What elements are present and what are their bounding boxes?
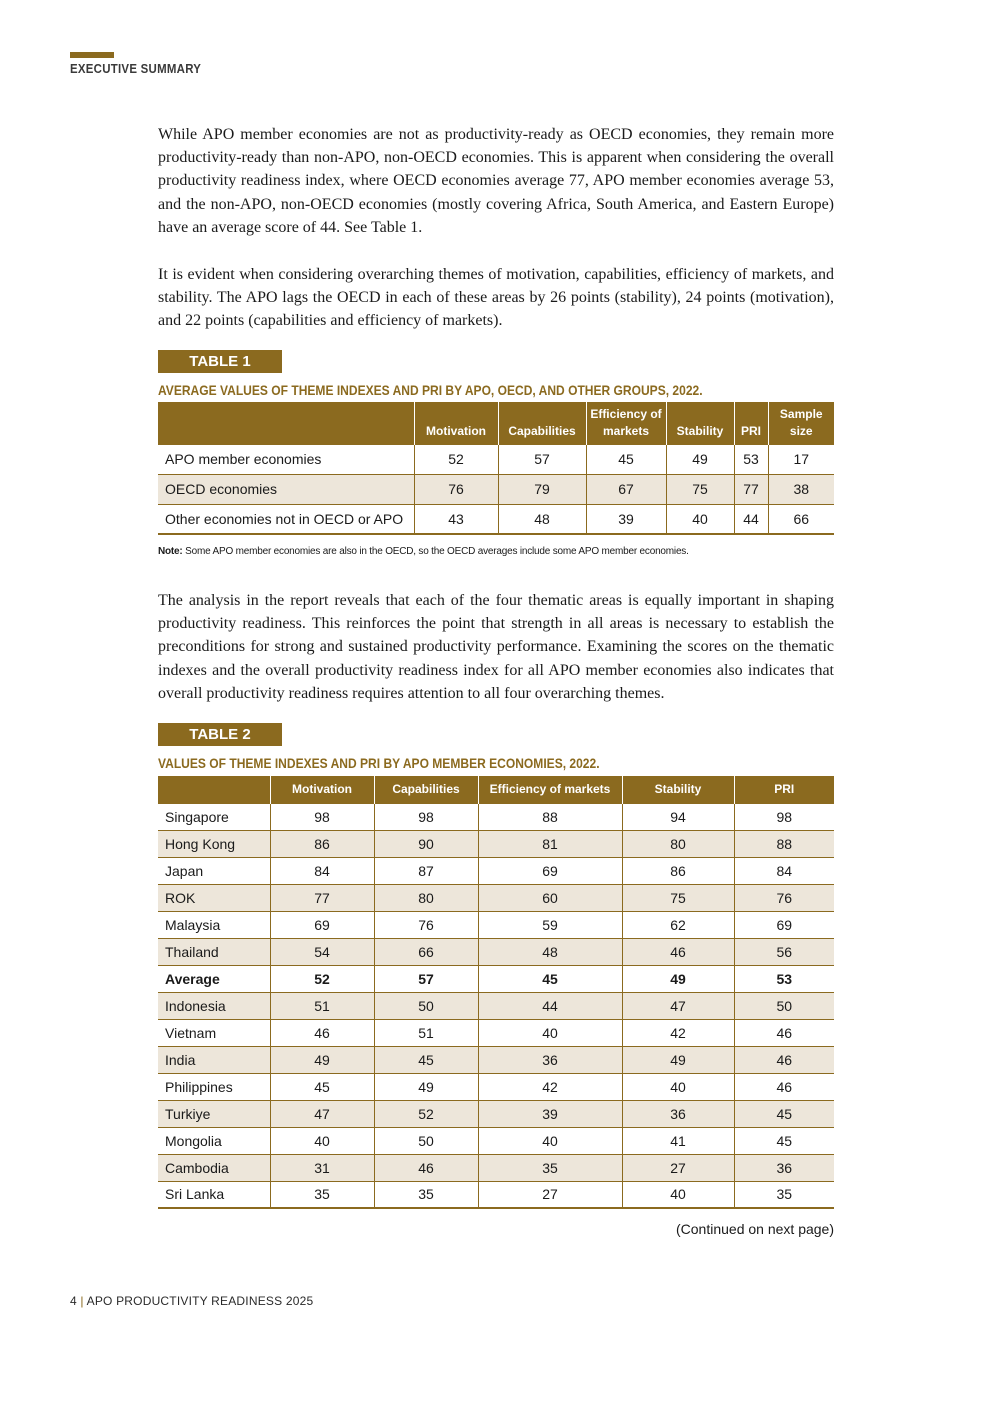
table-1-header-cell <box>158 402 414 444</box>
table-cell: 51 <box>270 992 374 1019</box>
table-row <box>158 830 834 857</box>
table-cell: 46 <box>734 1019 834 1046</box>
note-label: Note: <box>158 546 183 557</box>
footer-separator: | <box>80 1294 84 1308</box>
table-cell: 49 <box>622 1046 734 1073</box>
table-2-header-cell <box>158 776 270 803</box>
table-cell: 45 <box>270 1073 374 1100</box>
table-2-header-cell: Efficiency of markets <box>478 776 622 803</box>
section-label: EXECUTIVE SUMMARY <box>70 61 202 76</box>
table-cell: 50 <box>374 992 478 1019</box>
table-2-header-row <box>158 776 834 803</box>
table-cell: 88 <box>734 830 834 857</box>
table-cell: 56 <box>734 938 834 965</box>
table-cell: Indonesia <box>158 992 270 1019</box>
table-cell: 66 <box>768 504 834 534</box>
continued-note: (Continued on next page) <box>676 1221 834 1237</box>
table-1-header-cell: Capabilities <box>498 402 586 444</box>
table-cell: 79 <box>498 474 586 504</box>
table-cell: 88 <box>478 803 622 830</box>
table-cell: 66 <box>374 938 478 965</box>
table-cell: 84 <box>270 857 374 884</box>
table-cell: Other economies not in OECD or APO <box>158 504 414 534</box>
table-cell: 44 <box>478 992 622 1019</box>
paragraph-2: It is evident when considering overarching themes of motivation, capabilities, efficiency of markets, and stability. The APO lags the OECD in each of these areas by 26 points (stability), 24 points (motivation), and 22 points (capabilities and efficiency of markets). <box>158 266 834 330</box>
table-cell: 90 <box>374 830 478 857</box>
table-row <box>158 884 834 911</box>
table-cell: 50 <box>734 992 834 1019</box>
table-1-header-cell: Efficiency of markets <box>586 402 666 444</box>
table-cell: 35 <box>734 1181 834 1208</box>
table-cell: 57 <box>374 965 478 992</box>
table-cell: 50 <box>374 1127 478 1154</box>
table-cell: Sri Lanka <box>158 1181 270 1208</box>
table-cell: 69 <box>478 857 622 884</box>
table-cell: 59 <box>478 911 622 938</box>
table-cell: 45 <box>374 1046 478 1073</box>
table-cell: 49 <box>622 965 734 992</box>
table-cell: 49 <box>374 1073 478 1100</box>
table-cell: 45 <box>734 1100 834 1127</box>
table-2-header-cell: Motivation <box>270 776 374 803</box>
table-cell: 46 <box>374 1154 478 1181</box>
table-cell: 41 <box>622 1127 734 1154</box>
table-cell: 77 <box>734 474 768 504</box>
table-cell: 48 <box>478 938 622 965</box>
table-cell: 40 <box>622 1073 734 1100</box>
table-cell: 94 <box>622 803 734 830</box>
table-cell: Average <box>158 965 270 992</box>
table-cell: 42 <box>622 1019 734 1046</box>
table-row <box>158 1181 834 1208</box>
table-cell: 40 <box>666 504 734 534</box>
table-cell: APO member economies <box>158 444 414 474</box>
table-row <box>158 857 834 884</box>
page-footer <box>70 1294 313 1308</box>
table-cell: 57 <box>498 444 586 474</box>
publication-title: APO PRODUCTIVITY READINESS 2025 <box>86 1294 314 1308</box>
table-cell: 67 <box>586 474 666 504</box>
table-row <box>158 1127 834 1154</box>
table-cell: 69 <box>734 911 834 938</box>
table-cell: 49 <box>666 444 734 474</box>
table-row <box>158 504 834 534</box>
note-text: Some APO member economies are also in the OECD, so the OECD averages include some APO member economies. <box>185 546 689 557</box>
table-row <box>158 1019 834 1046</box>
table-cell: 46 <box>270 1019 374 1046</box>
table-1-note <box>158 546 689 557</box>
table-1-header-cell: Sample size <box>768 402 834 444</box>
table-row-average <box>158 965 834 992</box>
table-cell: 45 <box>586 444 666 474</box>
table-row <box>158 1100 834 1127</box>
table-cell: 45 <box>478 965 622 992</box>
table-cell: 27 <box>622 1154 734 1181</box>
table-cell: 53 <box>734 444 768 474</box>
table-cell: 45 <box>734 1127 834 1154</box>
table-cell: 40 <box>478 1019 622 1046</box>
table-1 <box>158 402 834 535</box>
table-cell: 52 <box>374 1100 478 1127</box>
table-cell: 76 <box>734 884 834 911</box>
table-cell: 36 <box>622 1100 734 1127</box>
table-cell: Cambodia <box>158 1154 270 1181</box>
table-cell: 40 <box>270 1127 374 1154</box>
table-cell: 86 <box>270 830 374 857</box>
table-cell: 76 <box>374 911 478 938</box>
table-1-tag: TABLE 1 <box>158 350 282 373</box>
table-cell: 98 <box>734 803 834 830</box>
table-2-title: VALUES OF THEME INDEXES AND PRI BY APO MEMBER ECONOMIES, 2022. <box>158 755 600 771</box>
table-cell: 46 <box>622 938 734 965</box>
table-cell: Philippines <box>158 1073 270 1100</box>
table-row <box>158 992 834 1019</box>
table-cell: 36 <box>478 1046 622 1073</box>
table-1-header-cell: PRI <box>734 402 768 444</box>
table-cell: 39 <box>478 1100 622 1127</box>
table-cell: Japan <box>158 857 270 884</box>
table-cell: 31 <box>270 1154 374 1181</box>
table-row <box>158 1154 834 1181</box>
table-cell: Vietnam <box>158 1019 270 1046</box>
table-cell: 35 <box>270 1181 374 1208</box>
table-cell: 35 <box>374 1181 478 1208</box>
table-cell: 60 <box>478 884 622 911</box>
table-cell: 87 <box>374 857 478 884</box>
table-cell: 69 <box>270 911 374 938</box>
table-cell: 46 <box>734 1073 834 1100</box>
table-1-header-cell: Motivation <box>414 402 498 444</box>
table-cell: Turkiye <box>158 1100 270 1127</box>
table-row <box>158 911 834 938</box>
table-row <box>158 803 834 830</box>
table-cell: 53 <box>734 965 834 992</box>
table-cell: 47 <box>270 1100 374 1127</box>
table-row <box>158 474 834 504</box>
table-cell: 52 <box>270 965 374 992</box>
table-cell: 44 <box>734 504 768 534</box>
table-row <box>158 444 834 474</box>
paragraph-3: The analysis in the report reveals that each of the four thematic areas is equally important in shaping productivity readiness. This reinforces the point that strength in all areas is necessary to establish the preconditions for strong and sustained productivity performance. Examining the scores on the thematic indexes and the overall productivity readiness index for all APO member economies also indicates that overall productivity readiness requires attention to all four overarching themes. <box>158 592 834 702</box>
table-2-header-cell: Stability <box>622 776 734 803</box>
table-cell: 51 <box>374 1019 478 1046</box>
table-cell: 84 <box>734 857 834 884</box>
table-cell: 76 <box>414 474 498 504</box>
table-2-header-cell: Capabilities <box>374 776 478 803</box>
table-cell: 35 <box>478 1154 622 1181</box>
table-cell: 38 <box>768 474 834 504</box>
table-cell: 54 <box>270 938 374 965</box>
table-cell: Hong Kong <box>158 830 270 857</box>
table-cell: 98 <box>374 803 478 830</box>
table-cell: OECD economies <box>158 474 414 504</box>
table-cell: ROK <box>158 884 270 911</box>
table-cell: 40 <box>478 1127 622 1154</box>
table-cell: Mongolia <box>158 1127 270 1154</box>
table-cell: 47 <box>622 992 734 1019</box>
table-row <box>158 1073 834 1100</box>
table-cell: 52 <box>414 444 498 474</box>
table-1-header-cell: Stability <box>666 402 734 444</box>
table-2-tag: TABLE 2 <box>158 723 282 746</box>
table-cell: 42 <box>478 1073 622 1100</box>
table-cell: Singapore <box>158 803 270 830</box>
table-2 <box>158 776 834 1209</box>
table-cell: 40 <box>622 1181 734 1208</box>
table-cell: 49 <box>270 1046 374 1073</box>
table-cell: 75 <box>666 474 734 504</box>
table-1-header-row <box>158 402 834 444</box>
table-cell: 39 <box>586 504 666 534</box>
table-cell: 98 <box>270 803 374 830</box>
table-1-title: AVERAGE VALUES OF THEME INDEXES AND PRI BY APO, OECD, AND OTHER GROUPS, 2022. <box>158 382 703 398</box>
table-cell: India <box>158 1046 270 1073</box>
table-cell: 81 <box>478 830 622 857</box>
table-cell: 62 <box>622 911 734 938</box>
table-cell: 48 <box>498 504 586 534</box>
table-cell: 27 <box>478 1181 622 1208</box>
table-row <box>158 1046 834 1073</box>
table-cell: 86 <box>622 857 734 884</box>
table-row <box>158 938 834 965</box>
table-cell: 36 <box>734 1154 834 1181</box>
table-2-header-cell: PRI <box>734 776 834 803</box>
table-cell: 17 <box>768 444 834 474</box>
table-cell: 80 <box>374 884 478 911</box>
paragraph-1: While APO member economies are not as productivity-ready as OECD economies, they remain more productivity-ready than non-APO, non-OECD economies. This is apparent when considering the overall productivity readiness index, where OECD economies average 77, APO member economies average 53, and the non-APO, non-OECD economies (mostly covering Africa, South America, and Eastern Europe) have an average score of 44. See Table 1. <box>158 126 834 236</box>
table-cell: Thailand <box>158 938 270 965</box>
table-cell: Malaysia <box>158 911 270 938</box>
table-cell: 77 <box>270 884 374 911</box>
table-cell: 75 <box>622 884 734 911</box>
table-cell: 43 <box>414 504 498 534</box>
table-cell: 80 <box>622 830 734 857</box>
section-accent-rule <box>70 52 114 58</box>
page-number: 4 <box>70 1294 77 1308</box>
table-cell: 46 <box>734 1046 834 1073</box>
